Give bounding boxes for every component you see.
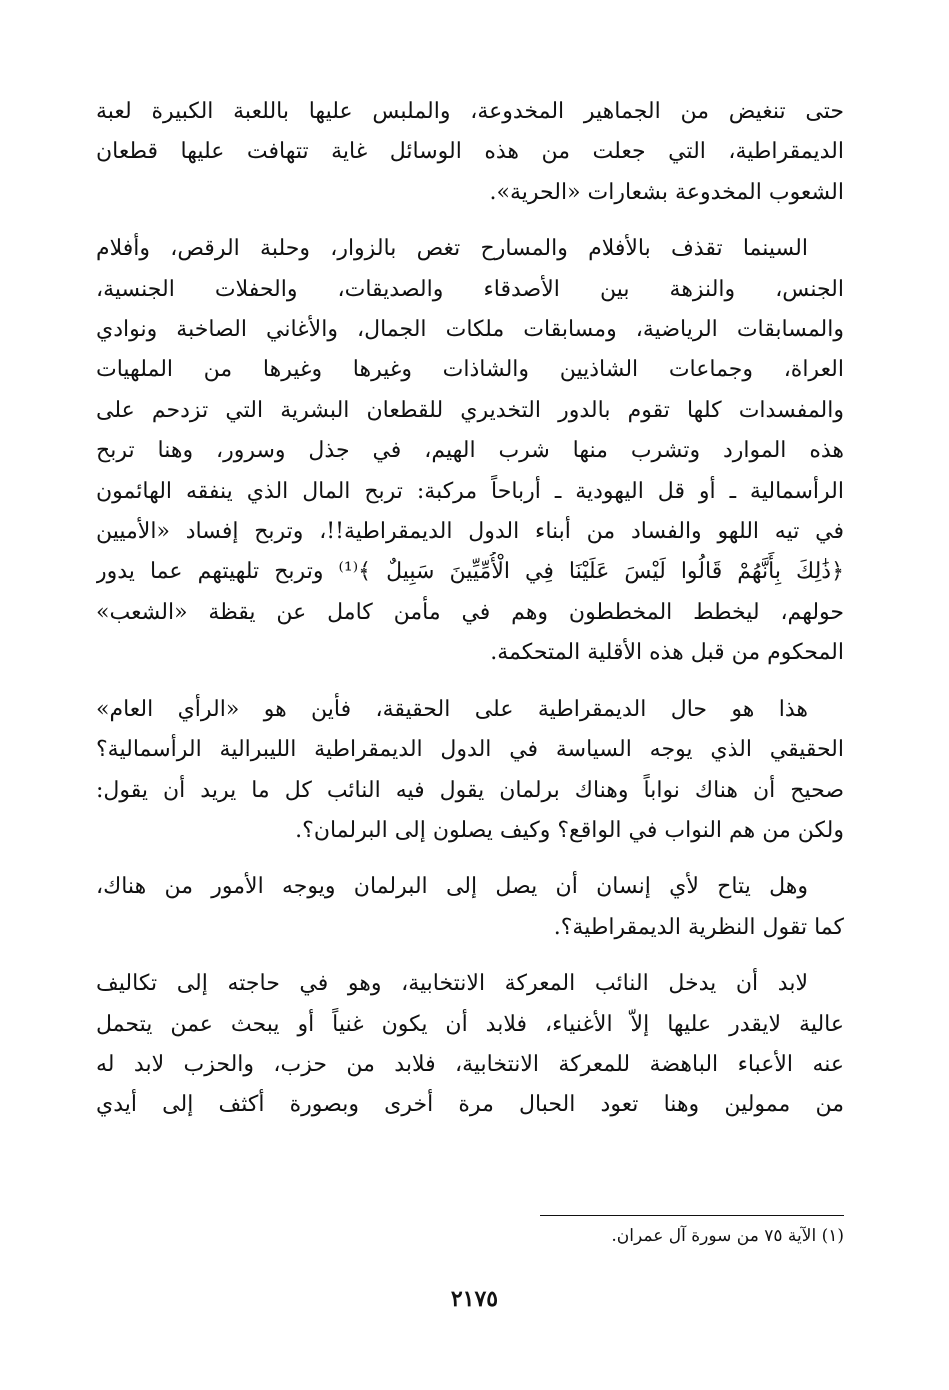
text-line: صحيح أن هناك نواباً وهناك برلمان يقول فيه النائب كل ما يريد أن يقول: [96,777,844,803]
paragraph-2 [96,229,844,673]
text-line: عالية لايقدر عليها إلاّ الأغنياء، فلابد أن يكون غنياً أو يبحث عمن يتحمل [96,1011,844,1037]
text-line: عنه الأعباء الباهضة للمعركة الانتخابية، فلابد من حزب، والحزب لابد له [96,1051,844,1077]
text-line: هذه الموارد وتشرب منها شرب الهيم، في جذل وسرور، وهنا تربح [96,438,844,464]
paragraph-1 [96,92,844,213]
text-line: الحقيقي الذي يوجه السياسة في الدول الديمقراطية الليبرالية الرأسمالية؟ [96,737,844,763]
text-line: الديمقراطية، التي جعلت من هذه الوسائل غاية تتهافت عليها قطعان [96,139,844,165]
page-body [96,92,844,1142]
paragraph-4 [96,867,844,948]
text-line: والمسابقات الرياضية، ومسابقات ملكات الجمال، والأغاني الصاخبة ونوادي [96,317,844,343]
page-number: ٢١٧٥ [450,1286,499,1312]
text-line: العراة، وجماعات الشاذيين والشاذات وغيرها وغيرها من الملهيات [96,357,844,383]
footnote-divider [540,1215,844,1216]
paragraph-3 [96,690,844,852]
text-line: المحكوم من قبل هذه الأقلية المتحكمة. [490,640,844,666]
text-line: من ممولين وهنا تعود الحبال مرة أخرى وبصورة أكثف إلى أيدي [96,1092,844,1118]
text-line: كما تقول النظرية الديمقراطية؟. [553,914,844,940]
text-line: السينما تقذف بالأفلام والمسارح تغص بالزوار، وحلبة الرقص، وأفلام [96,236,808,262]
quran-verse-line: ﴿ذَٰلِكَ بِأَنَّهُمْ قَالُوا لَيْسَ عَلَيْنَا فِي الْأُمِّيِّينَ سَبِيلٌ ﴾⁽¹⁾ وتربح تلهيتهم عما يدور [96,559,844,585]
text-line: حتى تنغيض من الجماهير المخدوعة، والملبس عليها باللعبة الكبيرة لعبة [96,99,844,124]
text-line: الجنس، والنزهة بين الأصدقاء والصديقات، والحفلات الجنسية، [96,276,844,302]
paragraph-5 [96,964,844,1126]
text-line: هذا هو حال الديمقراطية على الحقيقة، فأين هو «الرأي العام» [96,696,808,722]
text-line: في تيه اللهو والفساد من أبناء الدول الديمقراطية!!، وتربح إفساد «الأميين [96,519,844,545]
text-line: حولهم، ليخطط المخططون وهم في مأمن كامل عن يقظة «الشعب» [96,599,844,625]
text-line: الرأسمالية ـ أو قل اليهودية ـ أرباحاً مركبة: تربح المال الذي ينفقه الهائمون [96,478,844,504]
text-line: والمفسدات كلها تقوم بالدور التخديري للقطعان البشرية التي تزدحم على [96,397,844,423]
footnote: (١) الآية ٧٥ من سورة آل عمران. [611,1226,844,1246]
text-line: لابد أن يدخل النائب المعركة الانتخابية، وهو في حاجته إلى تكاليف [96,971,808,997]
text-line: ولكن من هم النواب في الواقع؟ وكيف يصلون إلى البرلمان؟. [295,817,844,843]
text-line: وهل يتاح لأي إنسان أن يصل إلى البرلمان ويوجه الأمور من هناك، [96,874,808,900]
text-line: الشعوب المخدوعة بشعارات «الحرية». [489,179,844,205]
